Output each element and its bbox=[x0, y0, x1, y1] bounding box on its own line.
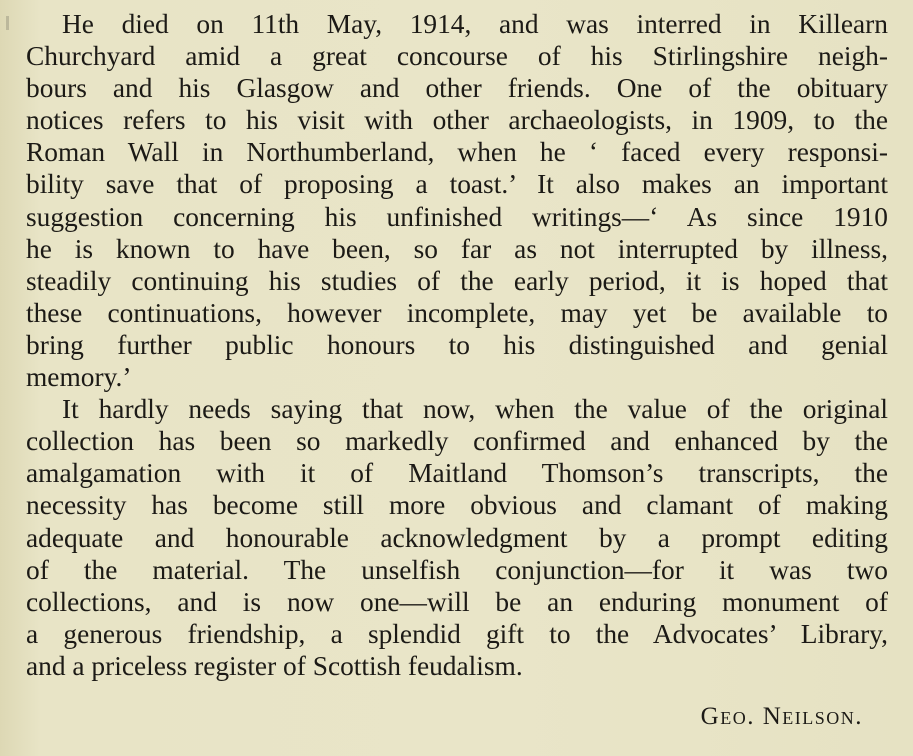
margin-mark bbox=[6, 16, 9, 30]
paragraph-2-line-9: and a priceless register of Scottish feudalism. bbox=[26, 650, 523, 681]
paragraph-1-line-3: bours and his Glasgow and other friends. One of the obituary bbox=[26, 73, 888, 104]
paragraph-1-line-12: memory.’ bbox=[26, 362, 132, 393]
paragraph-1-line-7: suggestion concerning his unfinished writings—‘ As since 1910 bbox=[26, 201, 888, 232]
paragraph-2-line-3: amalgamation with it of Maitland Thomson’s transcripts, the bbox=[26, 458, 888, 489]
paragraph-1-line-10: these continuations, however incomplete, may yet be available to bbox=[26, 297, 888, 328]
paragraph-1-line-11: bring further public honours to his distinguished and genial bbox=[26, 329, 888, 360]
body-text bbox=[26, 8, 888, 682]
author-signature: Geo. Neilson. bbox=[700, 703, 863, 730]
paragraph-2-line-8: a generous friendship, a splendid gift to the Advocates’ Library, bbox=[26, 618, 888, 649]
paragraph-2-line-7: collections, and is now one—will be an enduring monument of bbox=[26, 586, 888, 617]
paragraph-2-line-6: of the material. The unselfish conjunction—for it was two bbox=[26, 554, 888, 585]
paragraph-1-line-5: Roman Wall in Northumberland, when he ‘ faced every responsi- bbox=[26, 137, 888, 168]
paragraph-1-line-2: Churchyard amid a great concourse of his Stirlingshire neigh- bbox=[26, 41, 888, 72]
paragraph-1-line-4: notices refers to his visit with other archaeologists, in 1909, to the bbox=[26, 105, 888, 136]
paragraph-2-line-5: adequate and honourable acknowledgment by a prompt editing bbox=[26, 522, 888, 553]
paragraph-1-line-6: bility save that of proposing a toast.’ It also makes an important bbox=[26, 169, 888, 200]
paragraph-1-line-1: He died on 11th May, 1914, and was interred in Killearn bbox=[62, 9, 888, 39]
paragraph-2-line-2: collection has been so markedly confirmed and enhanced by the bbox=[26, 426, 888, 457]
paragraph-1-line-9: steadily continuing his studies of the early period, it is hoped that bbox=[26, 265, 888, 296]
paragraph-2-line-1: It hardly needs saying that now, when the value of the original bbox=[62, 394, 888, 425]
paragraph-1-line-8: he is known to have been, so far as not interrupted by illness, bbox=[26, 233, 888, 264]
paragraph-2-line-4: necessity has become still more obvious and clamant of making bbox=[26, 490, 888, 521]
